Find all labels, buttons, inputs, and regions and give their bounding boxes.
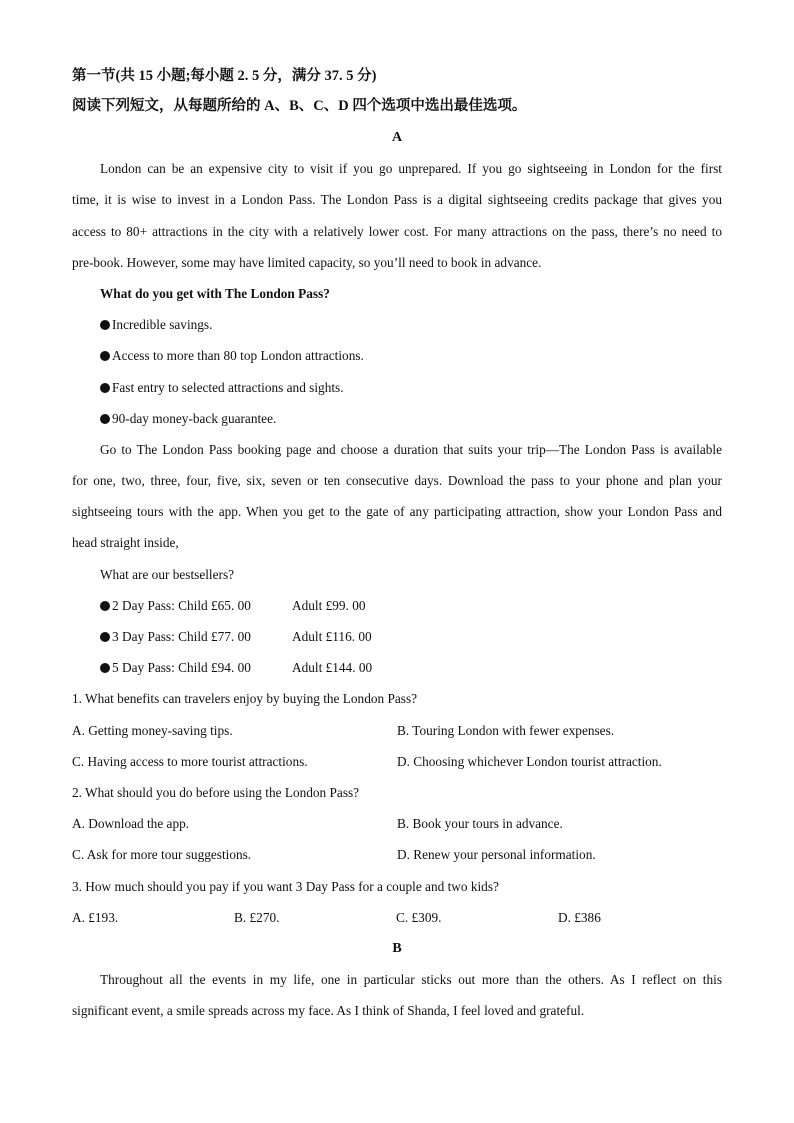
benefit-item: Fast entry to selected attractions and sights.: [72, 372, 722, 403]
bullet-icon: [100, 414, 110, 424]
passage-a-para2-line: for one, two, three, four, five, six, seven or ten consecutive days. Download the pass to your phone and plan your: [72, 473, 722, 489]
bullet-icon: [100, 601, 110, 611]
option-b[interactable]: B. £270.: [234, 909, 280, 925]
option-d[interactable]: D. Renew your personal information.: [397, 847, 596, 863]
bestseller-item: 3 Day Pass: Child £77. 00 Adult £116. 00: [72, 621, 722, 652]
bestseller-item: 2 Day Pass: Child £65. 00 Adult £99. 00: [72, 590, 722, 621]
option-a[interactable]: A. Getting money-saving tips.: [72, 722, 233, 738]
option-row: [72, 839, 722, 870]
question-stem: 2. What should you do before using the London Pass?: [72, 784, 360, 800]
option-c[interactable]: C. Ask for more tour suggestions.: [72, 847, 252, 863]
question-stem: 3. How much should you pay if you want 3 Day Pass for a couple and two kids?: [72, 878, 499, 894]
passage-a-para1-line: time, it is wise to invest in a London Pass. The London Pass is a digital sightseeing credits package that gives you: [72, 192, 722, 208]
option-a[interactable]: A. £193.: [72, 909, 119, 925]
passage-a-para2-line: sightseeing tours with the app. When you get to the gate of any participating attraction, show your London Pass and: [72, 504, 722, 520]
exam-page: [72, 62, 722, 1026]
option-b[interactable]: B. Book your tours in advance.: [397, 816, 563, 832]
passage-b-line: Throughout all the events in my life, one in particular sticks out more than the others. As I reflect on this: [100, 972, 722, 988]
passage-a-para2-line: head straight inside,: [72, 535, 179, 551]
passage-b-label: B: [392, 940, 402, 956]
option-row: [72, 902, 722, 933]
passage-a-para1-line: access to 80+ attractions in the city with a relatively lower cost. For many attractions on the pass, there’s no need to: [72, 223, 722, 239]
bullet-icon: [100, 383, 110, 393]
bestsellers-heading: What are our bestsellers?: [100, 566, 235, 582]
passage-a-para1-line: London can be an expensive city to visit if you go unprepared. If you go sightseeing in London for the first: [100, 161, 722, 177]
benefit-item: Incredible savings.: [72, 309, 722, 340]
section-header: 第一节(共 15 小题;每小题 2. 5 分，满分 37. 5 分): [72, 68, 377, 84]
option-c[interactable]: C. Having access to more tourist attractions.: [72, 753, 308, 769]
question-stem: 1. What benefits can travelers enjoy by buying the London Pass?: [72, 691, 418, 707]
benefit-item: Access to more than 80 top London attractions.: [72, 340, 722, 371]
option-row: [72, 746, 722, 777]
option-row: [72, 715, 722, 746]
option-row: [72, 808, 722, 839]
bullet-icon: [100, 351, 110, 361]
passage-b-line: significant event, a smile spreads across my face. As I think of Shanda, I feel loved and grateful.: [72, 1003, 585, 1019]
option-b[interactable]: B. Touring London with fewer expenses.: [397, 722, 615, 738]
option-d[interactable]: D. £386: [558, 909, 601, 925]
passage-a-para1-line: pre-book. However, some may have limited capacity, so you’ll need to book in advance.: [72, 254, 542, 270]
option-c[interactable]: C. £309.: [396, 909, 442, 925]
bullet-icon: [100, 320, 110, 330]
passage-a-para2-line: Go to The London Pass booking page and choose a duration that suits your trip—The London Pass is available: [100, 441, 722, 457]
pass-subheading: What do you get with The London Pass?: [100, 285, 330, 301]
instruction: 阅读下列短文，从每题所给的 A、B、C、D 四个选项中选出最佳选项。: [72, 98, 527, 114]
bestseller-item: 5 Day Pass: Child £94. 00 Adult £144. 00: [72, 652, 722, 683]
option-d[interactable]: D. Choosing whichever London tourist attraction.: [397, 753, 662, 769]
bullet-icon: [100, 632, 110, 642]
passage-a-label: A: [391, 130, 403, 145]
bullet-icon: [100, 663, 110, 673]
benefit-item: 90-day money-back guarantee.: [72, 403, 722, 434]
option-a[interactable]: A. Download the app.: [72, 816, 190, 832]
